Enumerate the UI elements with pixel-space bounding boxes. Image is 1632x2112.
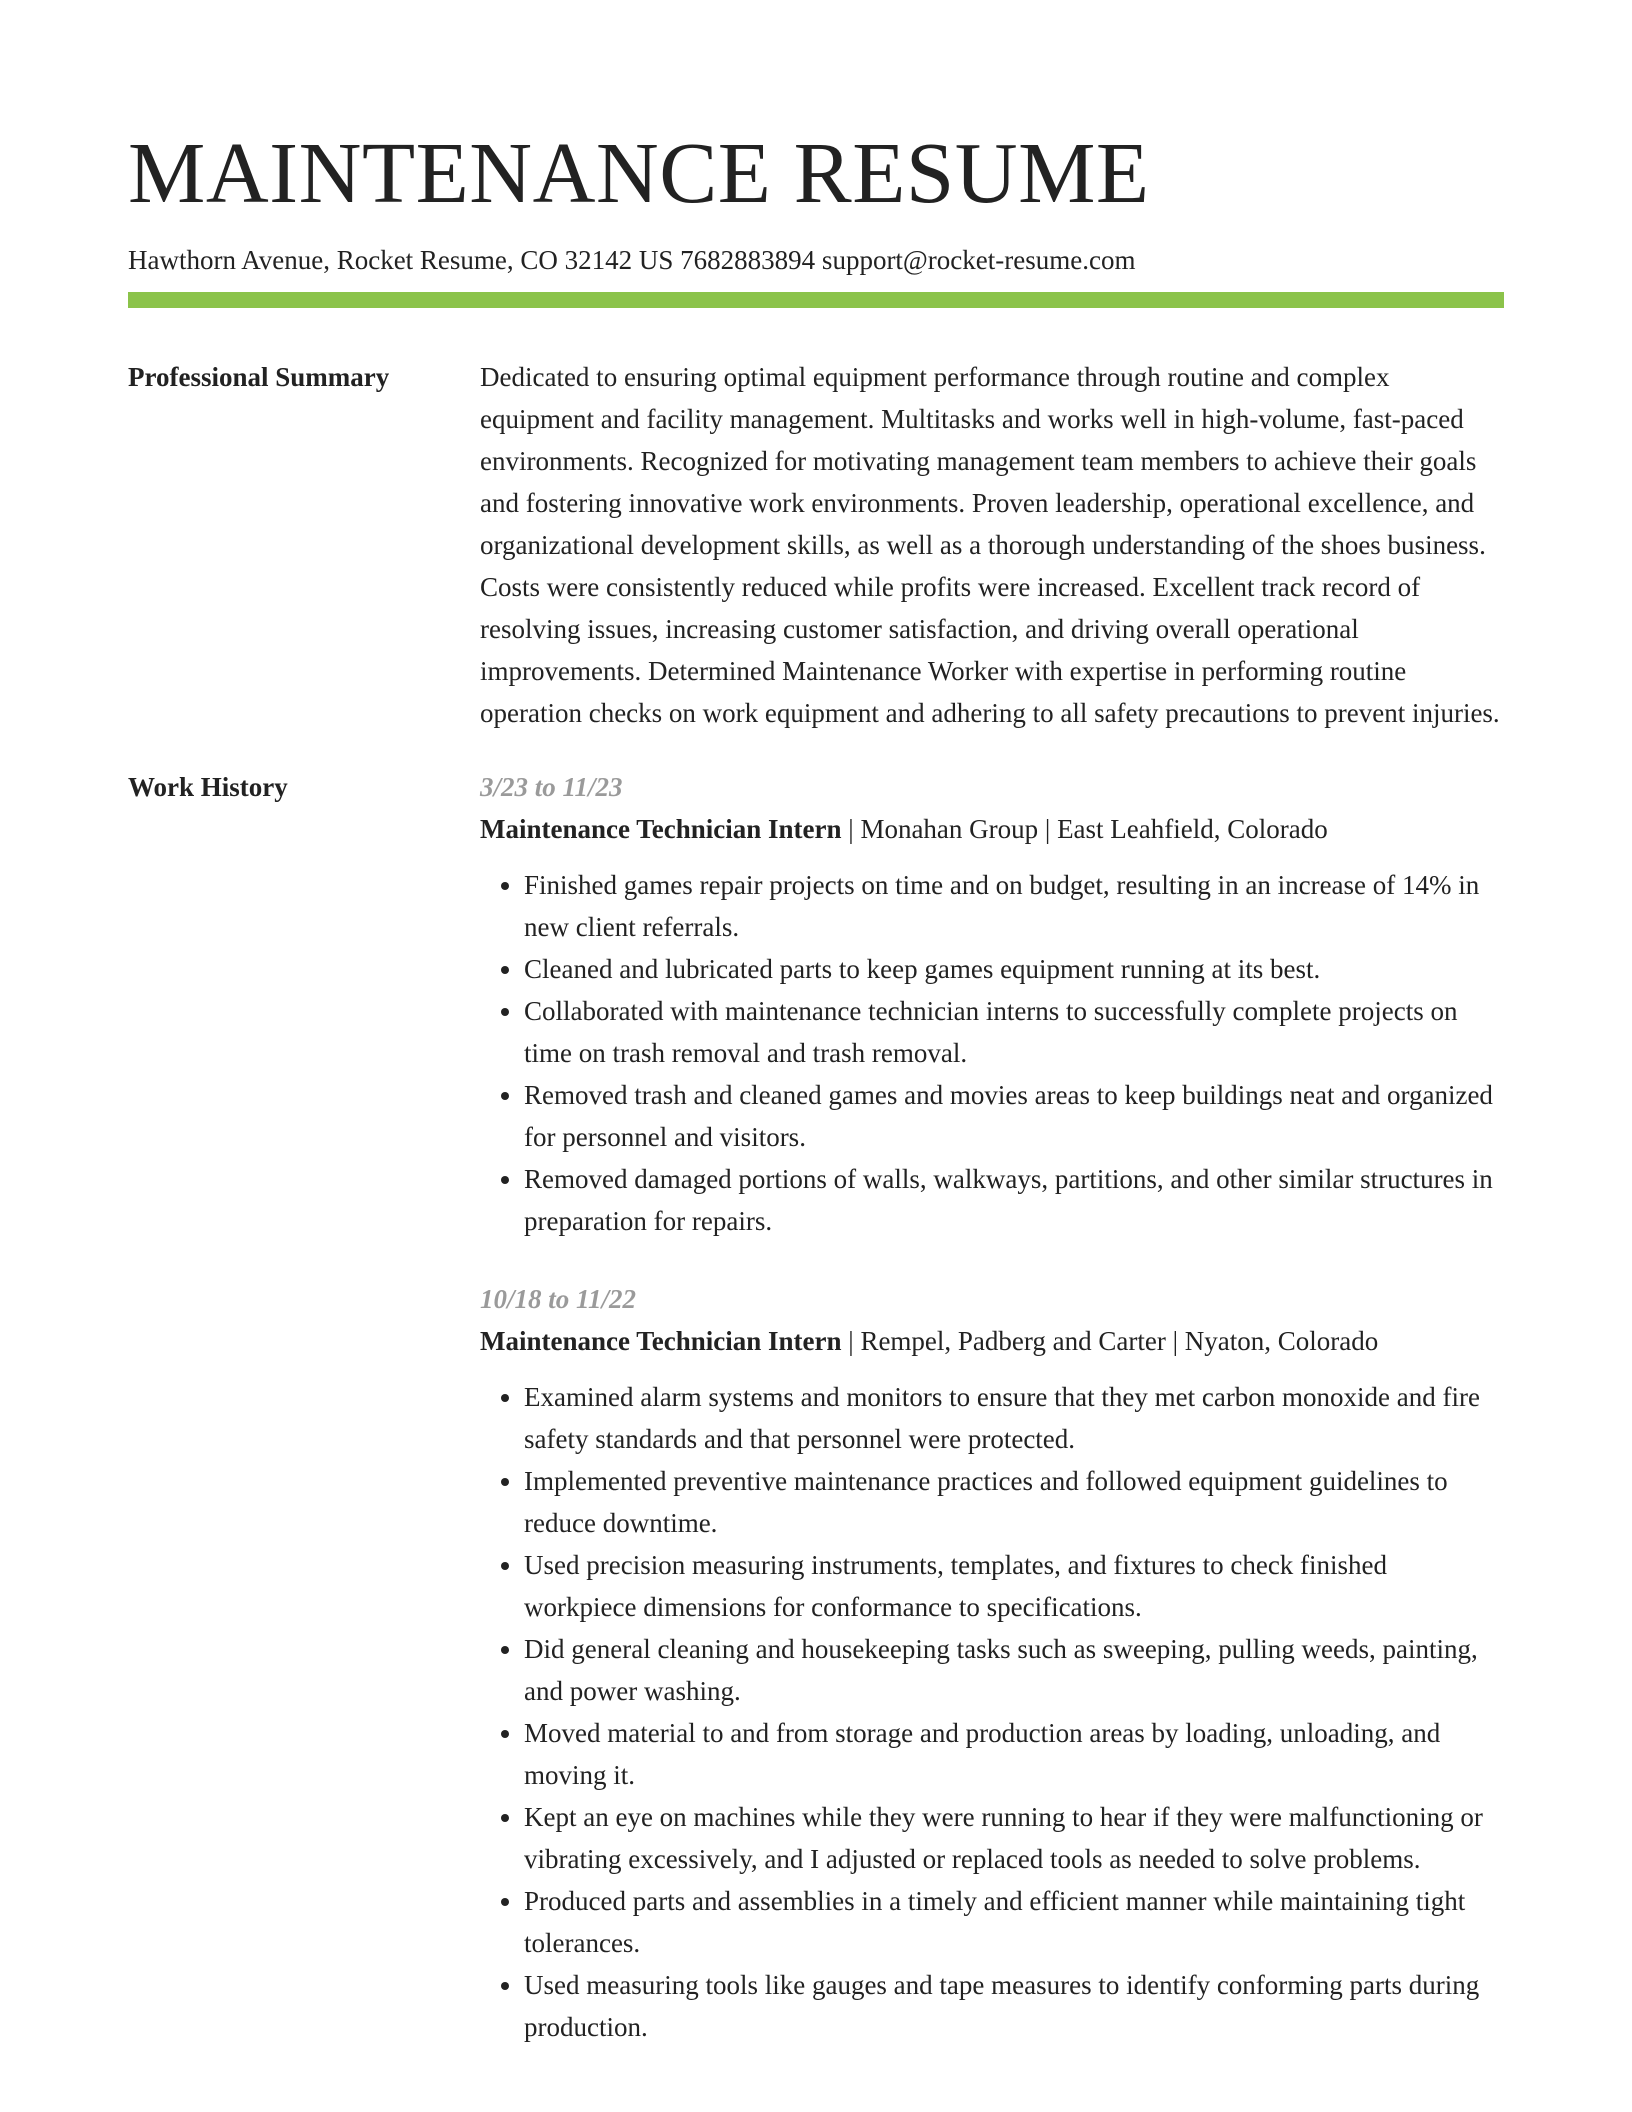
- summary-body: [480, 356, 1504, 734]
- job-bullet: • Removed damaged portions of walls, walkways, partitions, and other similar structures in preparation for repairs.: [524, 1158, 1504, 1242]
- job-bullet: • Finished games repair projects on time and on budget, resulting in an increase of 14% in new client referrals.: [524, 864, 1504, 948]
- job-separator: |: [841, 814, 861, 844]
- job-bullet: • Used precision measuring instruments, templates, and fixtures to check finished workpiece dimensions for conformance to specifications.: [524, 1544, 1504, 1628]
- job-bullet: • Examined alarm systems and monitors to ensure that they met carbon monoxide and fire safety standards and that personnel were protected.: [524, 1376, 1504, 1460]
- resume-page: [128, 0, 1504, 2048]
- job-entry: [480, 766, 1504, 1242]
- job-company: Monahan Group: [860, 814, 1039, 844]
- job-heading: [480, 808, 1504, 850]
- job-bullet: • Moved material to and from storage and production areas by loading, unloading, and moving it.: [524, 1712, 1504, 1796]
- accent-rule: [128, 292, 1504, 308]
- section-title-summary: Professional Summary: [128, 362, 390, 392]
- job-bullet: • Used measuring tools like gauges and tape measures to identify conforming parts during production.: [524, 1964, 1504, 2048]
- job-separator: |: [1165, 1326, 1185, 1356]
- job-bullet: • Cleaned and lubricated parts to keep games equipment running at its best.: [524, 948, 1504, 990]
- job-separator: |: [1038, 814, 1058, 844]
- work-history-body: [480, 766, 1504, 2048]
- job-bullet: • Collaborated with maintenance technician interns to successfully complete projects on time on trash removal and trash removal.: [524, 990, 1504, 1074]
- summary-text: Dedicated to ensuring optimal equipment performance through routine and complex equipment and facility management. Multitasks and works well in high-volume, fast-paced environments. Recognized for motivating management team members to achieve their goals and fostering innovative work environments. Proven leadership, operational excellence, and organizational development skills, as well as a thorough understanding of the shoes business. Costs were consistently reduced while profits were increased. Excellent track record of resolving issues, increasing customer satisfaction, and driving overall operational improvements. Determined Maintenance Worker with expertise in performing routine operation checks on work equipment and adhering to all safety precautions to prevent injuries.: [480, 362, 1500, 728]
- job-bullet: • Produced parts and assemblies in a timely and efficient manner while maintaining tight tolerances.: [524, 1880, 1504, 1964]
- job-separator: |: [841, 1326, 861, 1356]
- job-dates: 3/23 to 11/23: [480, 772, 623, 802]
- job-title: Maintenance Technician Intern: [480, 1326, 842, 1356]
- summary-section: [128, 356, 1504, 734]
- contact-line: Hawthorn Avenue, Rocket Resume, CO 32142 US 7682883894 support@rocket-resume.com: [128, 245, 1136, 275]
- section-title-work-history: Work History: [128, 772, 288, 802]
- job-bullet-list: [480, 1376, 1504, 2048]
- job-heading: [480, 1320, 1504, 1362]
- job-bullet-list: [480, 864, 1504, 1242]
- job-bullet: • Implemented preventive maintenance practices and followed equipment guidelines to reduce downtime.: [524, 1460, 1504, 1544]
- job-location: East Leahfield, Colorado: [1057, 814, 1328, 844]
- work-history-section: [128, 766, 1504, 2048]
- job-location: Nyaton, Colorado: [1184, 1326, 1379, 1356]
- resume-name: MAINTENANCE RESUME: [128, 124, 1150, 221]
- job-title: Maintenance Technician Intern: [480, 814, 842, 844]
- job-bullet: • Removed trash and cleaned games and movies areas to keep buildings neat and organized for personnel and visitors.: [524, 1074, 1504, 1158]
- job-bullet: • Kept an eye on machines while they were running to hear if they were malfunctioning or vibrating excessively, and I adjusted or replaced tools as needed to solve problems.: [524, 1796, 1504, 1880]
- job-bullet: • Did general cleaning and housekeeping tasks such as sweeping, pulling weeds, painting, and power washing.: [524, 1628, 1504, 1712]
- job-dates: 10/18 to 11/22: [480, 1284, 637, 1314]
- job-company: Rempel, Padberg and Carter: [860, 1326, 1166, 1356]
- job-entry: [480, 1278, 1504, 2048]
